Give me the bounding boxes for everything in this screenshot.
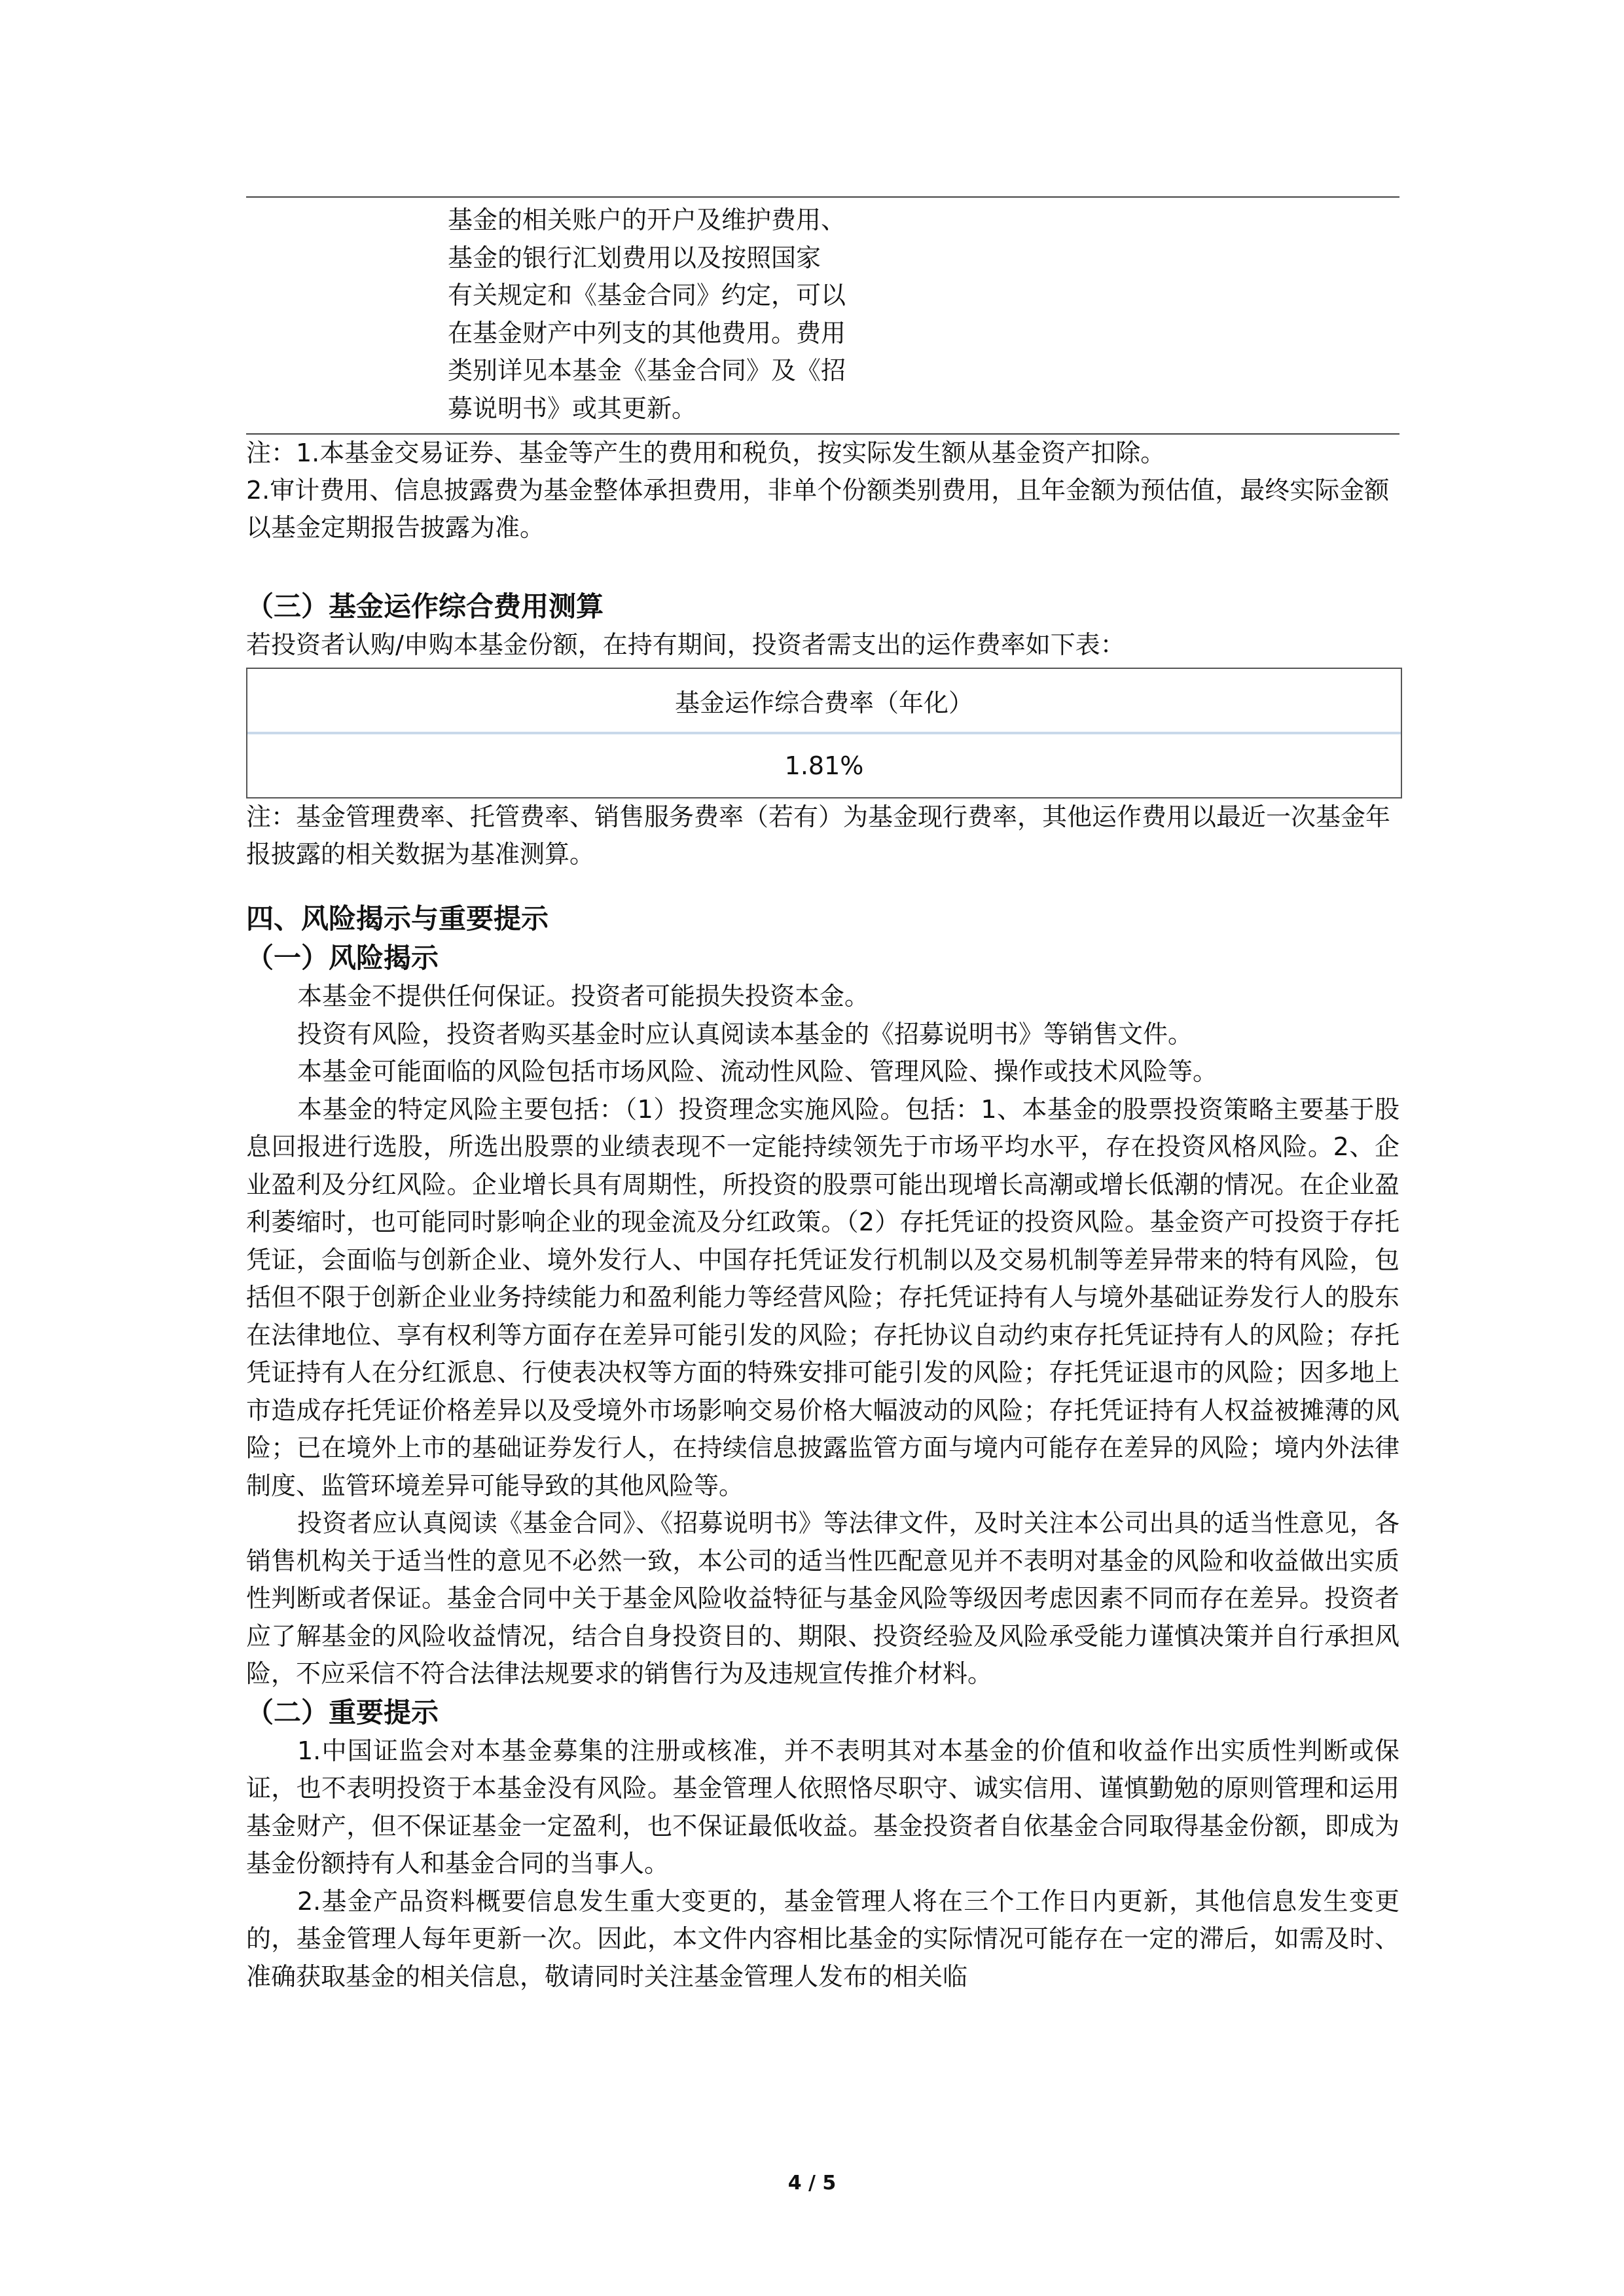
fee-table-line: 类别详见本基金《基金合同》及《招 <box>448 356 846 385</box>
section3-heading: （三）基金运作综合费用测算 <box>246 590 604 622</box>
risk-paragraph-5: 投资者应认真阅读《基金合同》、《招募说明书》等法律文件，及时关注本公司出具的适当性意见，各销售机构关于适当性的意见不必然一致，本公司的适当性匹配意见并不表明对基金的风险和收益做出实质性判断或者保证。基金合同中关于基金风险收益特征与基金风险等级因考虑因素不同而存在差异。投资者应了解基金的风险收益情况，结合自身投资目的、期限、投资经验及风险承受能力谨慎决策并自行承担风险，不应采信不符合法律法规要求的销售行为及违规宣传推介材料。 <box>246 1509 1399 1688</box>
fee-table-line: 基金的银行汇划费用以及按照国家 <box>448 243 821 272</box>
section4-heading: 四、风险揭示与重要提示 <box>246 903 549 935</box>
fee-table-line: 在基金财产中列支的其他费用。费用 <box>448 318 846 348</box>
important-notice-heading: （二）重要提示 <box>246 1696 439 1729</box>
fee-table-cell <box>448 202 919 427</box>
risk-disclosure-heading: （一）风险揭示 <box>246 942 439 974</box>
fee-note-2: 2.审计费用、信息披露费为基金整体承担费用，非单个份额类别费用，且年金额为预估值，最终实际金额以基金定期报告披露为准。 <box>246 476 1390 542</box>
risk-paragraph-2: 投资有风险，投资者购买基金时应认真阅读本基金的《招募说明书》等销售文件。 <box>297 1019 1193 1049</box>
notice-paragraph-2: 2.基金产品资料概要信息发生重大变更的，基金管理人将在三个工作日内更新，其他信息发生变更的，基金管理人每年更新一次。因此，本文件内容相比基金的实际情况可能存在一定的滞后，如需及时、准确获取基金的相关信息，敬请同时关注基金管理人发布的相关临 <box>246 1886 1399 1991</box>
notice-paragraph-1: 1.中国证监会对本基金募集的注册或核准，并不表明其对本基金的价值和收益作出实质性判断或保证，也不表明投资于本基金没有风险。基金管理人依照恪尽职守、诚实信用、谨慎勤勉的原则管理和运用基金财产，但不保证基金一定盈利，也不保证最低收益。基金投资者自依基金合同取得基金份额，即成为基金份额持有人和基金合同的当事人。 <box>246 1736 1399 1878</box>
risk-paragraph-1: 本基金不提供任何保证。投资者可能损失投资本金。 <box>297 982 870 1011</box>
fee-table-line: 募说明书》或其更新。 <box>448 393 697 423</box>
risk-paragraph-3: 本基金可能面临的风险包括市场风险、流动性风险、管理风险、操作或技术风险等。 <box>297 1057 1218 1086</box>
fee-table-fragment <box>246 196 1399 435</box>
page-number: 4 / 5 <box>787 2172 837 2195</box>
page-content <box>246 196 1399 1996</box>
risk-paragraph-4: 本基金的特定风险主要包括：（1）投资理念实施风险。包括：1、本基金的股票投资策略主要基于股息回报进行选股，所选出股票的业绩表现不一定能持续领先于市场平均水平，存在投资风格风险。2、企业盈利及分红风险。企业增长具有周期性，所投资的股票可能出现增长高潮或增长低潮的情况。在企业盈利萎缩时，也可能同时影响企业的现金流及分红政策。（2）存托凭证的投资风险。基金资产可投资于存托凭证，会面临与创新企业、境外发行人、中国存托凭证发行机制以及交易机制等差异带来的特有风险，包括但不限于创新企业业务持续能力和盈利能力等经营风险；存托凭证持有人与境外基础证券发行人的股东在法律地位、享有权利等方面存在差异可能引发的风险；存托协议自动约束存托凭证持有人的风险；存托凭证持有人在分红派息、行使表决权等方面的特殊安排可能引发的风险；存托凭证退市的风险；因多地上市造成存托凭证价格差异以及受境外市场影响交易价格大幅波动的风险；存托凭证持有人权益被摊薄的风险；已在境外上市的基础证券发行人，在持续信息披露监管方面与境内可能存在差异的风险；境内外法律制度、监管环境差异可能导致的其他风险等。 <box>246 1094 1399 1500</box>
fee-table-line: 基金的相关账户的开户及维护费用、 <box>448 206 846 234</box>
fee-note-1: 注：1.本基金交易证券、基金等产生的费用和税负，按实际发生额从基金资产扣除。 <box>246 439 1166 467</box>
section3-intro: 若投资者认购/申购本基金份额，在持有期间，投资者需支出的运作费率如下表： <box>246 630 1125 659</box>
operating-fee-table <box>246 668 1402 798</box>
operating-fee-table-value: 1.81% <box>784 751 864 780</box>
fee-table-line: 有关规定和《基金合同》约定，可以 <box>448 281 846 310</box>
section3-note: 注：基金管理费率、托管费率、销售服务费率（若有）为基金现行费率，其他运作费用以最近一次基金年报披露的相关数据为基准测算。 <box>246 802 1391 869</box>
operating-fee-table-header: 基金运作综合费率（年化） <box>247 669 1401 734</box>
